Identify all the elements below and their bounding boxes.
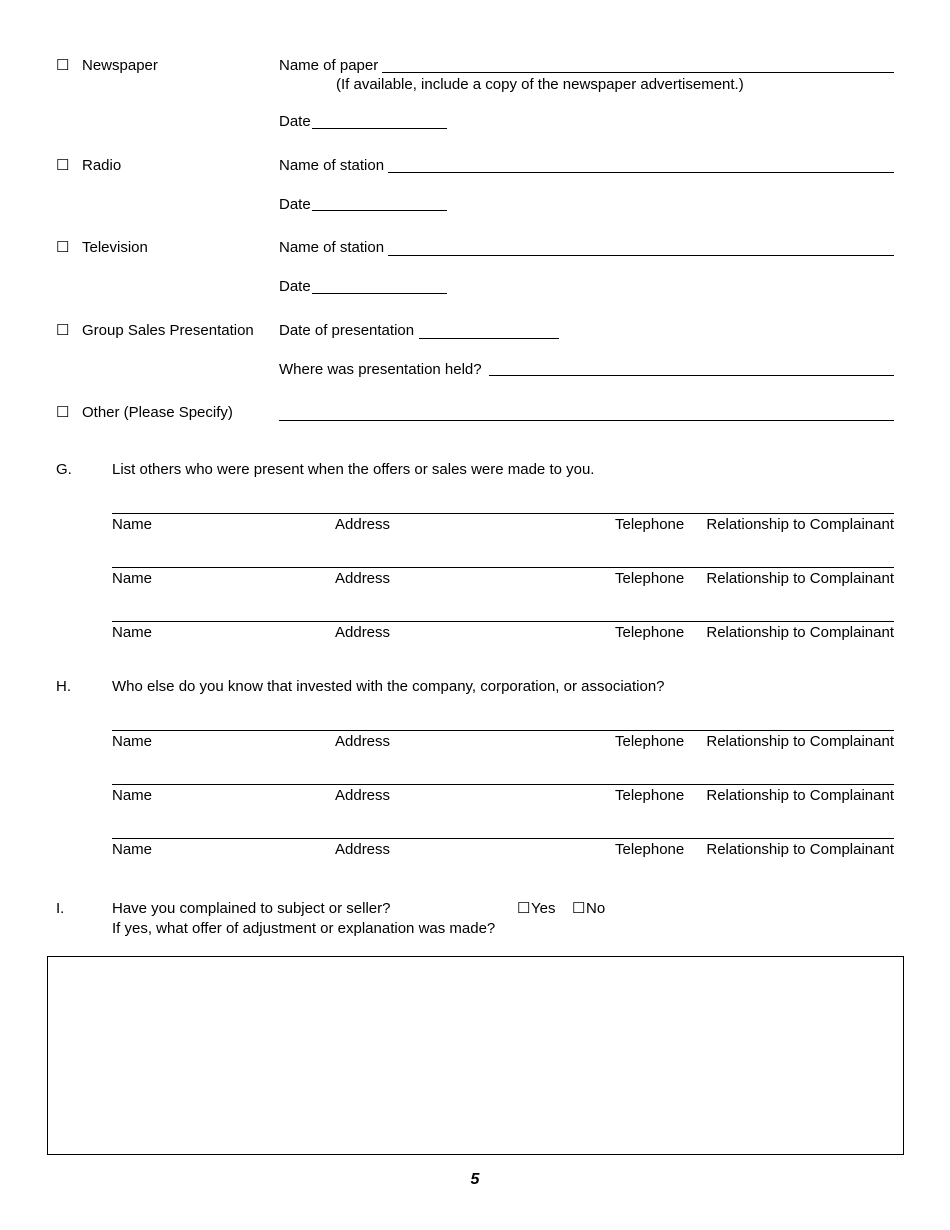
presentation-date-label: Date of presentation xyxy=(279,322,415,339)
newspaper-date-label: Date xyxy=(279,113,311,130)
group-sales-label: Group Sales Presentation xyxy=(82,322,254,339)
television-label: Television xyxy=(82,239,148,256)
section-g-row-3-line[interactable] xyxy=(112,621,894,622)
section-h-row-3-address: Address xyxy=(335,841,391,858)
section-g-row-3-relationship: Relationship to Complainant xyxy=(706,624,894,641)
section-g-row-1-telephone: Telephone xyxy=(615,516,685,533)
section-g-row-2-address: Address xyxy=(335,570,391,587)
presentation-where-field[interactable] xyxy=(489,375,894,376)
other-label: Other (Please Specify) xyxy=(82,404,233,421)
section-i-followup: If yes, what offer of adjustment or explanation was made? xyxy=(112,920,496,937)
section-g-letter: G. xyxy=(56,461,72,478)
radio-date-field[interactable] xyxy=(312,210,447,211)
section-g-row-1-name: Name xyxy=(112,516,153,533)
radio-name-label: Name of station xyxy=(279,157,385,174)
section-h-row-1-relationship: Relationship to Complainant xyxy=(706,733,894,750)
section-g-row-1-address: Address xyxy=(335,516,391,533)
radio-name-field[interactable] xyxy=(388,172,894,173)
section-g-row-3-telephone: Telephone xyxy=(615,624,685,641)
section-g-question: List others who were present when the offers or sales were made to you. xyxy=(112,461,595,478)
section-h-row-3-name: Name xyxy=(112,841,153,858)
adjustment-explanation-textbox[interactable] xyxy=(47,956,904,1155)
presentation-date-field[interactable] xyxy=(419,338,559,339)
section-h-row-1-address: Address xyxy=(335,733,391,750)
section-i-letter: I. xyxy=(56,900,65,917)
yes-label: Yes xyxy=(531,900,556,917)
section-g-row-3-address: Address xyxy=(335,624,391,641)
radio-checkbox[interactable]: ☐ xyxy=(56,157,70,174)
newspaper-checkbox[interactable]: ☐ xyxy=(56,57,70,74)
section-h-row-2-relationship: Relationship to Complainant xyxy=(706,787,894,804)
section-h-row-3-relationship: Relationship to Complainant xyxy=(706,841,894,858)
other-checkbox[interactable]: ☐ xyxy=(56,404,70,421)
newspaper-name-field[interactable] xyxy=(382,72,894,73)
section-g-row-1-line[interactable] xyxy=(112,513,894,514)
section-g-row-2-name: Name xyxy=(112,570,153,587)
no-checkbox[interactable]: ☐ xyxy=(572,900,586,917)
newspaper-date-field[interactable] xyxy=(312,128,447,129)
section-h-row-3-telephone: Telephone xyxy=(615,841,685,858)
section-g-row-2-telephone: Telephone xyxy=(615,570,685,587)
section-h-row-2-address: Address xyxy=(335,787,391,804)
page-number: 5 xyxy=(470,1171,480,1188)
section-h-row-3-line[interactable] xyxy=(112,838,894,839)
section-h-row-1-telephone: Telephone xyxy=(615,733,685,750)
radio-label: Radio xyxy=(82,157,122,174)
section-h-letter: H. xyxy=(56,678,71,695)
section-h-row-1-line[interactable] xyxy=(112,730,894,731)
television-date-field[interactable] xyxy=(312,293,447,294)
section-h-row-2-name: Name xyxy=(112,787,153,804)
television-checkbox[interactable]: ☐ xyxy=(56,239,70,256)
no-label: No xyxy=(586,900,606,917)
presentation-where-label: Where was presentation held? xyxy=(279,361,482,378)
section-h-question: Who else do you know that invested with the company, corporation, or association? xyxy=(112,678,665,695)
newspaper-name-label: Name of paper xyxy=(279,57,379,74)
yes-checkbox[interactable]: ☐ xyxy=(517,900,531,917)
section-g-row-2-relationship: Relationship to Complainant xyxy=(706,570,894,587)
section-i-question: Have you complained to subject or seller? xyxy=(112,900,391,917)
group-sales-checkbox[interactable]: ☐ xyxy=(56,322,70,339)
section-g-row-2-line[interactable] xyxy=(112,567,894,568)
other-specify-field[interactable] xyxy=(279,420,894,421)
section-g-row-1-relationship: Relationship to Complainant xyxy=(706,516,894,533)
television-date-label: Date xyxy=(279,278,311,295)
section-g-row-3-name: Name xyxy=(112,624,153,641)
newspaper-note: (If available, include a copy of the newspaper advertisement.) xyxy=(336,76,744,93)
newspaper-label: Newspaper xyxy=(82,57,158,74)
television-name-field[interactable] xyxy=(388,255,894,256)
television-name-label: Name of station xyxy=(279,239,385,256)
section-h-row-1-name: Name xyxy=(112,733,153,750)
section-h-row-2-telephone: Telephone xyxy=(615,787,685,804)
section-h-row-2-line[interactable] xyxy=(112,784,894,785)
radio-date-label: Date xyxy=(279,196,311,213)
